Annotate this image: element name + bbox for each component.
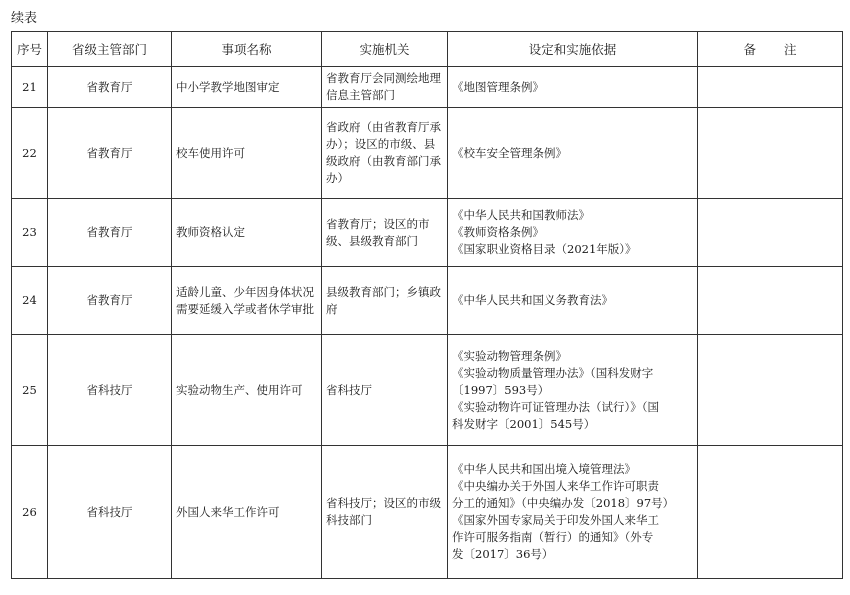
cell-note (698, 108, 843, 199)
cell-no: 24 (12, 267, 48, 335)
table-row (12, 67, 843, 108)
table-header-row (12, 32, 843, 67)
header-agency: 实施机关 (322, 32, 448, 67)
cell-no: 21 (12, 67, 48, 108)
table-row (12, 199, 843, 267)
table-row (12, 108, 843, 199)
cell-no: 26 (12, 446, 48, 579)
cell-note (698, 199, 843, 267)
cell-agency: 省政府（由省教育厅承办）；设区的市级、县级政府（由教育部门承办） (322, 108, 448, 199)
cell-item: 校车使用许可 (172, 108, 322, 199)
cell-item: 教师资格认定 (172, 199, 322, 267)
basis-line: 〔1997〕593号） (452, 382, 550, 397)
cell-basis (448, 446, 698, 579)
basis-line: 《地图管理条例》 (452, 79, 544, 94)
cell-item: 中小学教学地图审定 (172, 67, 322, 108)
basis-line: 分工的通知》（中央编办发〔2018〕97号） (452, 496, 675, 510)
basis-line: 《实验动物质量管理办法》（国科发财字 (452, 365, 654, 380)
approval-items-table (11, 31, 843, 579)
table-caption: 续表 (11, 11, 38, 26)
basis-line: 作许可服务指南（暂行）的通知》（外专 (452, 530, 654, 544)
cell-note (698, 267, 843, 335)
cell-dept: 省科技厅 (48, 335, 172, 446)
table-row (12, 267, 843, 335)
table-row (12, 446, 843, 579)
basis-line: 发〔2017〕36号） (452, 547, 554, 561)
table-row (12, 335, 843, 446)
header-no: 序号 (12, 32, 48, 67)
cell-dept: 省教育厅 (48, 108, 172, 199)
basis-line: 科发财字〔2001〕545号） (452, 416, 596, 431)
cell-note (698, 446, 843, 579)
cell-agency: 省教育厅；设区的市级、县级教育部门 (322, 199, 448, 267)
cell-no: 25 (12, 335, 48, 446)
basis-line: 《国家外国专家局关于印发外国人来华工 (452, 513, 659, 527)
cell-agency: 省教育厅会同测绘地理信息主管部门 (322, 67, 448, 108)
cell-dept: 省教育厅 (48, 199, 172, 267)
cell-basis (448, 108, 698, 199)
cell-item: 外国人来华工作许可 (172, 446, 322, 579)
cell-basis (448, 199, 698, 267)
cell-agency: 省科技厅 (322, 335, 448, 446)
basis-line: 《实验动物管理条例》 (452, 348, 567, 363)
cell-basis (448, 267, 698, 335)
cell-basis (448, 67, 698, 108)
basis-line: 《中华人民共和国出境入境管理法》 (452, 462, 636, 476)
basis-line: 《中华人民共和国教师法》 (452, 208, 590, 222)
header-note: 备注 (698, 32, 843, 67)
header-basis: 设定和实施依据 (448, 32, 698, 67)
cell-note (698, 67, 843, 108)
header-item: 事项名称 (172, 32, 322, 67)
basis-line: 《实验动物许可证管理办法（试行）》（国 (452, 399, 659, 414)
cell-item: 实验动物生产、使用许可 (172, 335, 322, 446)
cell-note (698, 335, 843, 446)
header-dept: 省级主管部门 (48, 32, 172, 67)
cell-dept: 省科技厅 (48, 446, 172, 579)
cell-no: 22 (12, 108, 48, 199)
cell-dept: 省教育厅 (48, 267, 172, 335)
basis-line: 《国家职业资格目录（2021年版）》 (452, 242, 637, 256)
basis-line: 《中央编办关于外国人来华工作许可职责 (452, 479, 659, 493)
cell-agency: 县级教育部门；乡镇政府 (322, 267, 448, 335)
cell-agency: 省科技厅；设区的市级科技部门 (322, 446, 448, 579)
cell-dept: 省教育厅 (48, 67, 172, 108)
cell-item: 适龄儿童、少年因身体状况需要延缓入学或者休学审批 (172, 267, 322, 335)
cell-basis (448, 335, 698, 446)
basis-line: 《教师资格条例》 (452, 225, 544, 239)
basis-line: 《中华人民共和国义务教育法》 (452, 293, 613, 307)
basis-line: 《校车安全管理条例》 (452, 145, 567, 160)
cell-no: 23 (12, 199, 48, 267)
